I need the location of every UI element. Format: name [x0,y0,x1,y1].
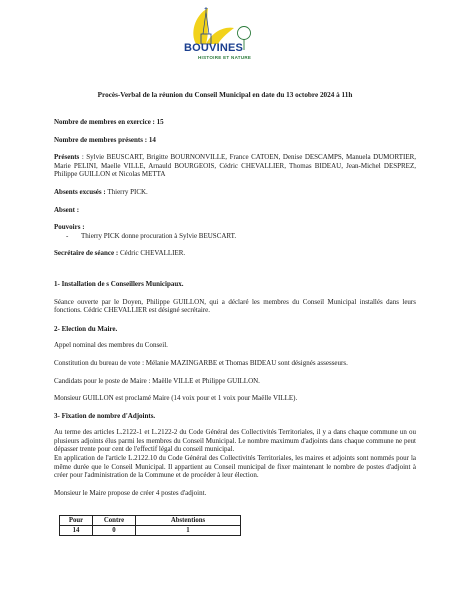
present-label: Présents [54,153,80,162]
section-2-paragraph: Candidats pour le poste de Maire : Maëlle VILLE et Philippe GUILLON. [54,376,260,385]
secretary-label: Secrétaire de séance : [54,249,119,258]
section-3-paragraph: En application de l'article L.2122.10 du Code Général des Collectivités Territoriales, les maires et adjoints sont nommés pour la même durée que le Conseil Municipal. Il appartient au Conseil municipal de fixer maintenant le nombre de postes d'adjoint à créer pour l'administration de la Commune et de procéder à leur élection. [54,454,416,480]
excused-names: Thierry PICK. [107,187,148,196]
secretary [54,249,416,258]
vote-for-value: 14 [60,526,93,536]
members-present [54,136,416,145]
secretary-name: Cédric CHEVALLIER. [119,249,186,258]
absent-label: Absent : [54,205,80,214]
logo-name: BOUVINES [184,42,244,54]
document-body [54,112,416,536]
excused-label: Absents excusés : [54,187,106,196]
vote-table-header [60,516,241,526]
section-1-heading: 1- Installation de s Conseillers Municipaux. [54,279,184,288]
logo-tagline: HISTOIRE ET NATURE [198,55,252,60]
members-in-office-label: Nombre de membres en exercice : [54,118,155,126]
members-present-value: 14 [148,135,156,144]
section-1-paragraph: Séance ouverte par le Doyen, Philippe GUILLON, qui a déclaré les membres du Conseil Municipal installés dans leurs fonctions. Cédric CHEVALLIER est désigné secrétaire. [54,297,416,315]
section-2-paragraph: Constitution du bureau de vote : Mélanie MAZINGARBE et Thomas BIDEAU sont désignés assesseurs. [54,358,348,367]
vote-header-for: Pour [60,516,93,526]
bouvines-logo [176,4,262,70]
section-3-paragraph: Au terme des articles L.2122-1 et L.2122-2 du Code Général des Collectivités Territoriales, il y a dans chaque commune un ou plusieurs adjoints élus parmi les membres du Conseil Municipal. Le nombre maximum d'adjoints dans chaque commune ne peut dépasser trente pour cent de l'effectif légal du conseil municipal. [54,428,416,454]
members-present-label: Nombre de membres présents : [54,135,148,144]
absent-list [54,206,416,215]
bullet-dash-icon: - [66,231,69,240]
members-in-office-value: 15 [156,118,164,126]
proxies-label: Pouvoirs : [54,223,85,232]
section-2-paragraph: Monsieur GUILLON est proclamé Maire (14 voix pour et 1 voix pour Maëlle VILLE). [54,394,298,403]
members-in-office [54,118,416,127]
proxy-text: Thierry PICK donne procuration à Sylvie BEUSCART. [81,231,237,240]
section-2-heading: 2- Election du Maire. [54,324,118,333]
proxy-item [54,232,416,241]
section-2-paragraph: Appel nominal des membres du Conseil. [54,341,168,350]
vote-abstentions-value: 1 [136,526,241,536]
table-row [60,526,241,536]
vote-table [59,515,241,536]
church-tree-logo-icon [176,4,262,70]
present-list [54,153,416,179]
page-title: Procès-Verbal de la réunion du Conseil Municipal en date du 13 octobre 2024 à 11h [97,91,353,99]
vote-header-against: Contre [93,516,136,526]
section-3-paragraph: Monsieur le Maire propose de créer 4 postes d'adjoint. [54,488,207,497]
section-3-heading: 3- Fixation de nombre d'Adjoints. [54,411,156,420]
excused-list [54,188,416,197]
present-names: : Sylvie BEUSCART, Brigitte BOURNONVILLE, France CATOEN, Denise DESCAMPS, Manuela DUMORTIER, Marie PELINI, Maelle VILLE, Arnauld BOURGEOIS, Cédric CHEVALLIER, Thomas BIDEAU, Jean-Michel DESPREZ, Philippe GUILLON et Nicolas METTA [54,153,417,179]
vote-against-value: 0 [93,526,136,536]
vote-header-abstentions: Abstentions [136,516,241,526]
